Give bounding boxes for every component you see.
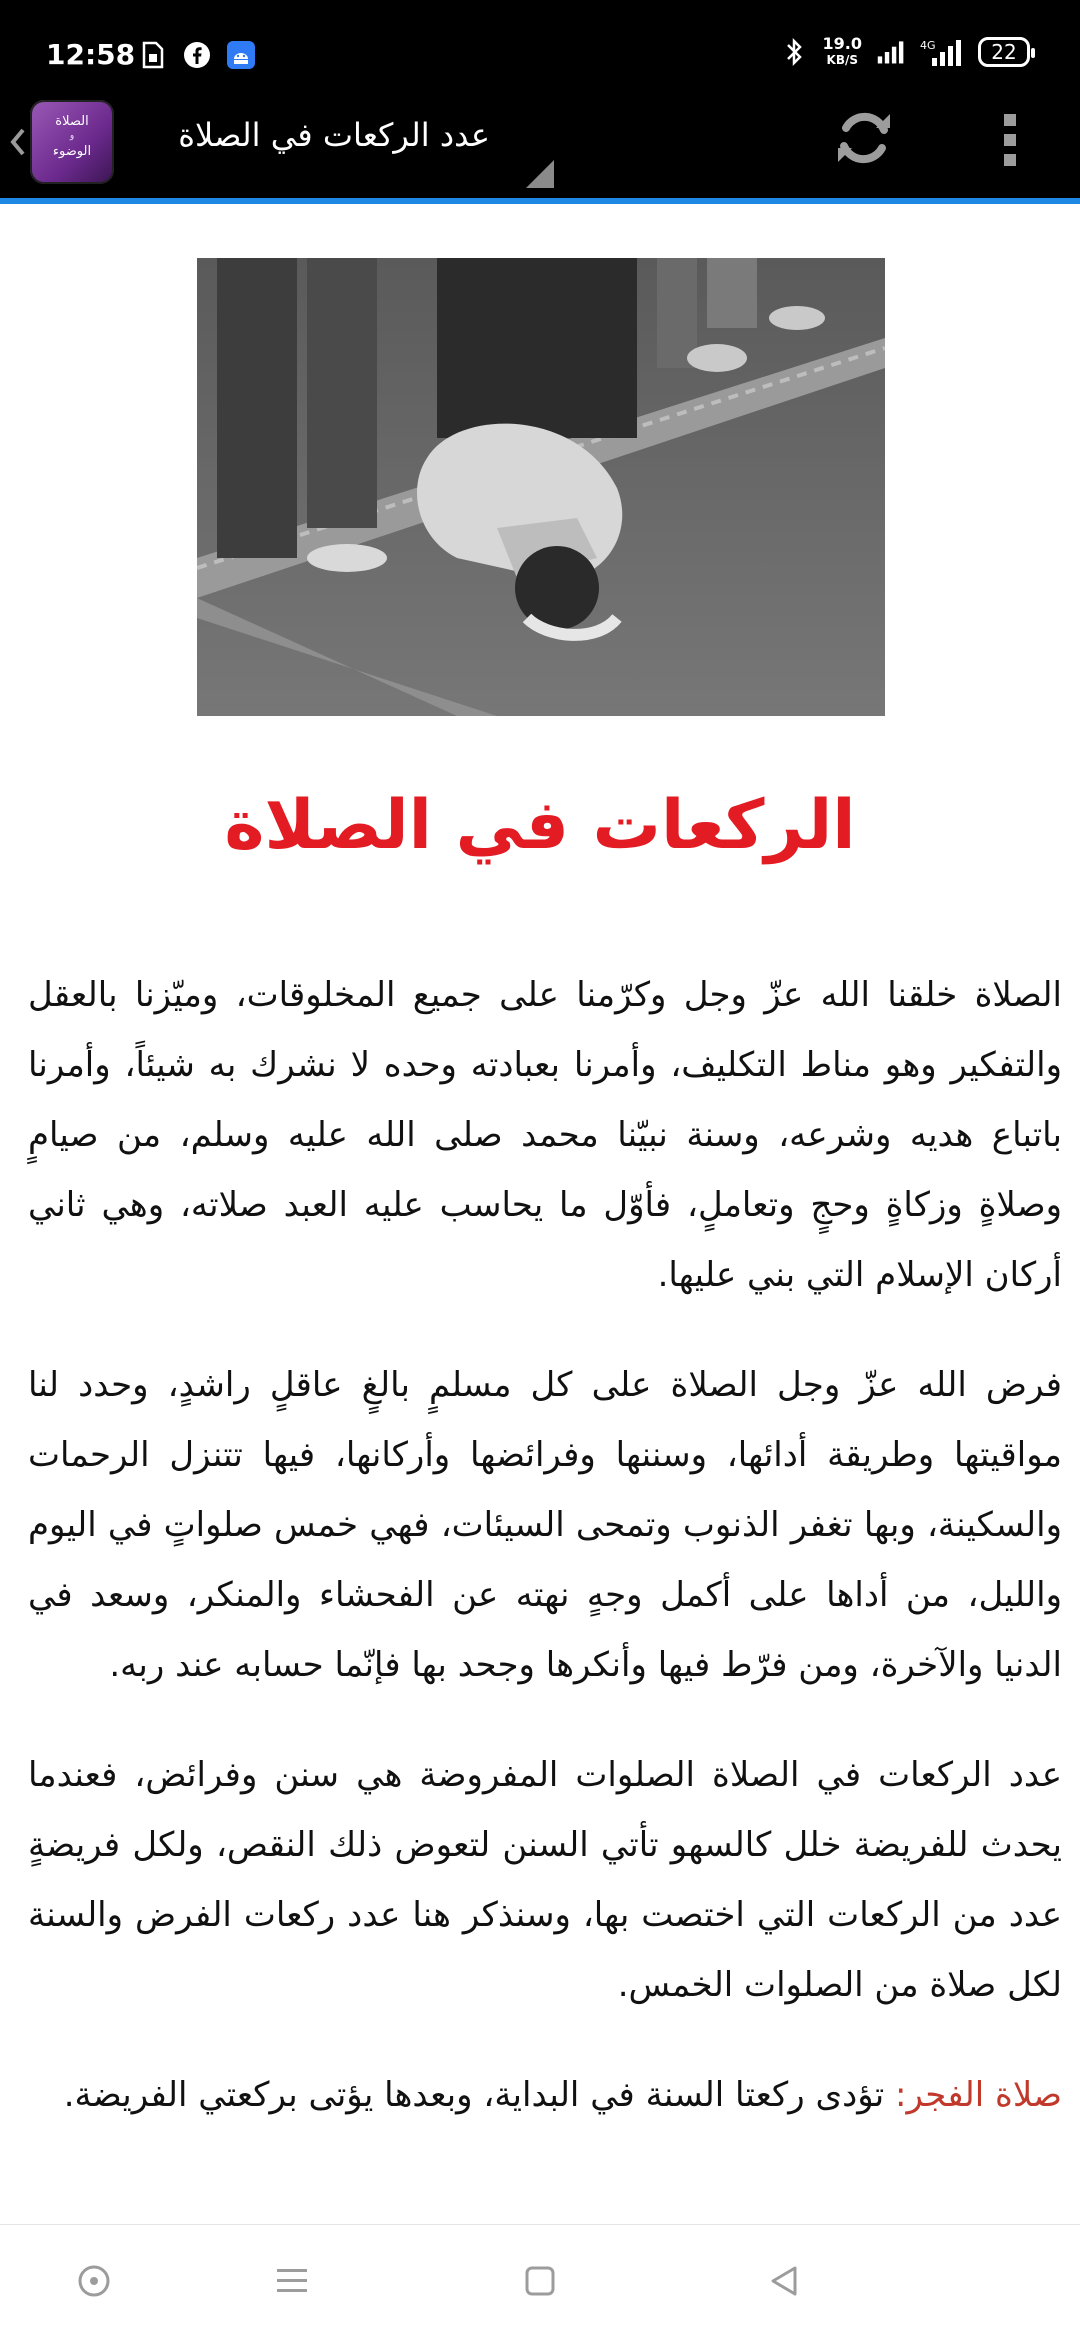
menu-icon [275,2266,309,2300]
back-triangle-icon [767,2264,801,2302]
dropdown-triangle-icon[interactable] [524,158,556,190]
net-speed-value: 19.0 [822,34,862,53]
content-scroll[interactable] [0,204,1080,2224]
refresh-button[interactable] [830,106,898,174]
article-paragraph-2: فرض الله عزّ وجل الصلاة على كل مسلمٍ بالغٍ عاقلٍ راشدٍ، وحدد لنا مواقيتها وطريقة أدائها، وسننها وفرائضها وأركانها، فيها تتنزل الرحمات والسكينة، وبها تغفر الذنوب وتمحى السيئات، فهي خمس صلواتٍ في اليوم والليل، من أداها على أكمل وجهٍ نهته عن الفحشاء والمنكر، وسعد في الدنيا والآخرة، ومن فرّط فيها وأنكرها وجحد بها فإنّما حسابه عند ربه. [28,1365,1062,1685]
fajr-text: تؤدى ركعتا السنة في البداية، وبعدها يؤتى بركعتي الفريضة. [63,2075,885,2115]
more-vert-icon [1000,110,1020,174]
android-icon [226,40,256,70]
fajr-paragraph [28,2060,1062,2130]
article-body [28,960,1062,2170]
facebook-icon [182,40,212,70]
overflow-menu-button[interactable] [990,110,1030,174]
logo-text-bottom: الوضوء [52,144,92,159]
signal-4g-icon [920,37,964,67]
prayer-child-image [197,258,885,716]
logo-text-top: الصلاة [55,114,89,129]
refresh-icon [832,106,896,174]
bluetooth-icon [779,37,809,67]
fajr-label: صلاة الفجر: [895,2075,1062,2115]
back-chevron-icon[interactable] [8,122,28,162]
home-square-icon [523,2264,557,2302]
article-paragraph-3: عدد الركعات في الصلاة الصلوات المفروضة هي سنن وفرائض، فعندما يحدث للفريضة خلل كالسهو تأتي السنن لتعوض ذلك النقص، ولكل فريضةٍ عدد من الركعات التي اختصت بها، وسنذكر هنا عدد ركعات الفرض والسنة لكل صلاة من الصلوات الخمس. [28,1755,1062,2005]
svg-text:4G: 4G [920,39,936,52]
article-paragraph-1: الصلاة خلقنا الله عزّ وجل وكرّمنا على جميع المخلوقات، وميّزنا بالعقل والتفكير وهو مناط التكليف، وأمرنا بعبادته وحده لا نشرك به شيئاً، وأمرنا باتباع هديه وشرعه، وسنة نبيّنا محمد صلى الله عليه وسلم، من صيامٍ وصلاةٍ وزكاةٍ وحجٍ وتعاملٍ، فأوّل ما يحاسب عليه العبد صلاته، وهي ثاني أركان الإسلام التي بني عليها. [28,975,1062,1295]
back-button[interactable] [756,2255,812,2311]
status-time: 12:58 [46,38,136,71]
battery-indicator: 22 [978,37,1030,67]
app-logo[interactable] [30,100,114,184]
assistant-icon [77,2264,111,2302]
logo-text-mid: و [69,131,75,141]
status-bar [0,0,1080,84]
status-indicators [779,36,1030,68]
net-speed [823,36,862,68]
assistant-button[interactable] [66,2255,122,2311]
article-title: الركعات في الصلاة [224,786,856,865]
menu-button[interactable] [264,2255,320,2311]
net-speed-unit: KB/S [826,53,858,67]
notification-icons [138,40,256,70]
signal-icon [876,37,906,67]
toolbar-title-spinner[interactable]: عدد الركعات في الصلاة [178,116,490,154]
sim-icon [138,40,168,70]
home-button[interactable] [512,2255,568,2311]
system-nav-bar [0,2224,1080,2340]
